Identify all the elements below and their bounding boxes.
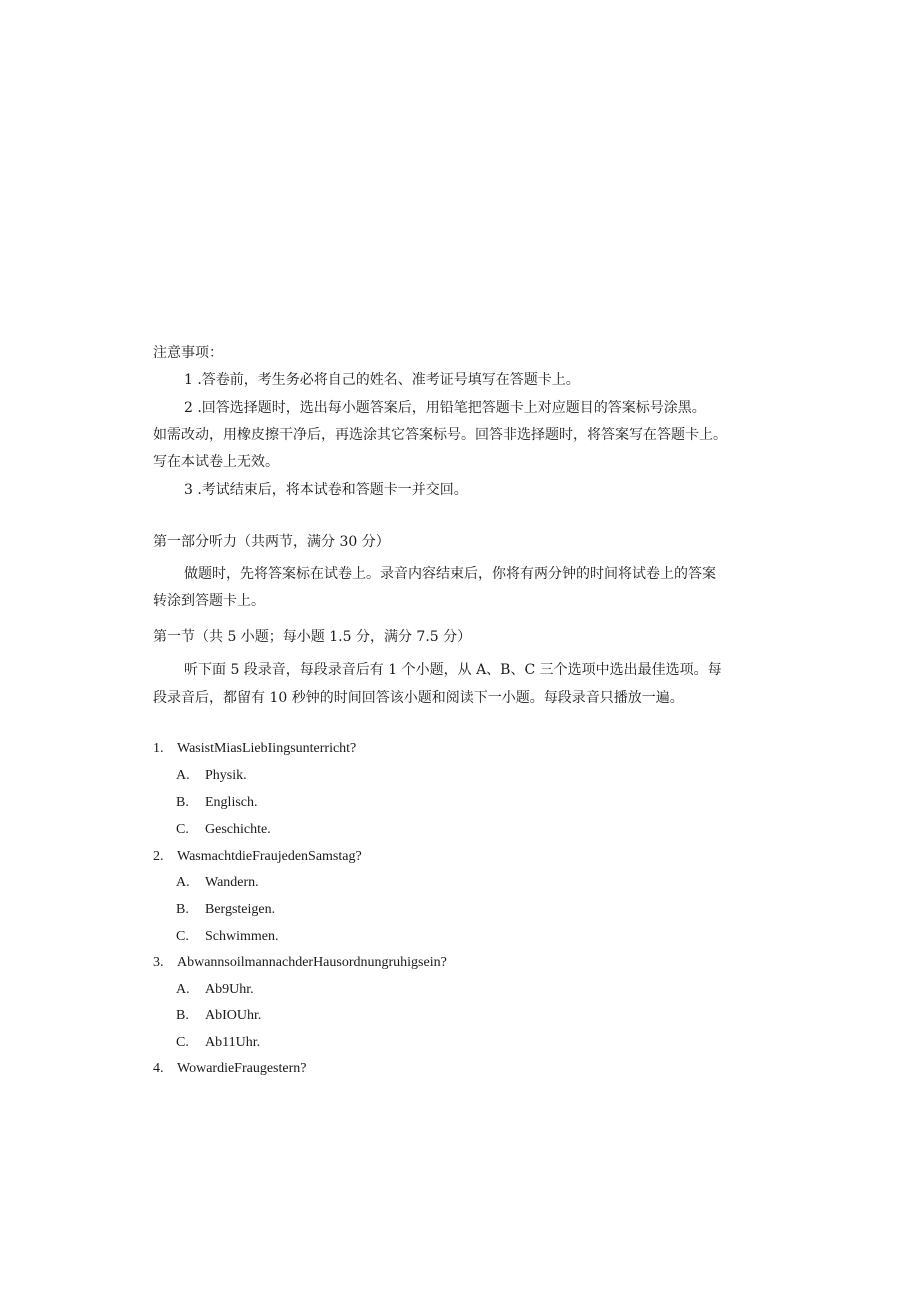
- question-number: 2.: [153, 849, 164, 864]
- section1-intro: 听下面 5 段录音，每段录音后有 1 个小题，从 A、B、C 三个选项中选出最佳选项。每: [184, 662, 722, 678]
- notice-title: 注意事项：: [153, 345, 223, 361]
- question-4: [153, 1059, 307, 1079]
- option-letter: B.: [176, 795, 189, 810]
- part1-intro: 做题时，先将答案标在试卷上。录音内容结束后，你将有两分钟的时间将试卷上的答案: [184, 566, 716, 582]
- question-text: WasistMiasLiebIingsunterricht?: [177, 741, 357, 756]
- section1-intro-cont: 段录音后，都留有 10 秒钟的时间回答该小题和阅读下一小题。每段录音只播放一遍。: [153, 690, 684, 706]
- question-1-option-c: [176, 820, 271, 840]
- question-2-option-c: [176, 927, 279, 947]
- section1-heading: 第一节（共 5 小题；每小题 1.5 分，满分 7.5 分）: [153, 629, 472, 645]
- option-letter: B.: [176, 902, 189, 917]
- question-3-option-b: [176, 1006, 261, 1026]
- notice-item-1: 1 .答卷前，考生务必将自己的姓名、准考证号填写在答题卡上。: [184, 372, 580, 388]
- question-2-option-b: [176, 900, 275, 920]
- option-text: Wandern.: [205, 875, 259, 890]
- option-letter: C.: [176, 929, 189, 944]
- question-number: 3.: [153, 955, 164, 970]
- question-text: WowardieFraugestern?: [177, 1061, 307, 1076]
- option-letter: A.: [176, 875, 190, 890]
- notice-item-2-cont: 如需改动，用橡皮擦干净后，再选涂其它答案标号。回答非选择题时，将答案写在答题卡上。: [153, 427, 727, 443]
- question-text: WasmachtdieFraujedenSamstag?: [177, 849, 362, 864]
- option-letter: A.: [176, 982, 190, 997]
- part1-intro-cont: 转涂到答题卡上。: [153, 593, 265, 609]
- question-text: AbwannsoilmannachderHausordnungruhigsein?: [177, 955, 447, 970]
- option-text: Englisch.: [205, 795, 258, 810]
- option-letter: B.: [176, 1008, 189, 1023]
- question-3-option-c: [176, 1033, 260, 1053]
- option-text: AbIOUhr.: [205, 1008, 262, 1023]
- option-text: Physik.: [205, 768, 247, 783]
- option-letter: C.: [176, 822, 189, 837]
- question-3: [153, 953, 447, 973]
- question-1: [153, 739, 356, 759]
- option-letter: C.: [176, 1035, 189, 1050]
- question-2: [153, 847, 362, 867]
- notice-item-2: 2 .回答选择题时，选出每小题答案后，用铅笔把答题卡上对应题目的答案标号涂黑。: [184, 400, 706, 416]
- option-text: Schwimmen.: [205, 929, 279, 944]
- part1-heading: 第一部分听力（共两节，满分 30 分）: [153, 534, 390, 550]
- option-text: Ab11Uhr.: [205, 1035, 261, 1050]
- question-1-option-a: [176, 766, 247, 786]
- question-number: 1.: [153, 741, 164, 756]
- option-text: Geschichte.: [205, 822, 271, 837]
- option-text: Bergsteigen.: [205, 902, 276, 917]
- notice-item-2-end: 写在本试卷上无效。: [153, 454, 279, 470]
- question-1-option-b: [176, 793, 258, 813]
- question-number: 4.: [153, 1061, 164, 1076]
- question-3-option-a: [176, 980, 254, 1000]
- question-2-option-a: [176, 873, 259, 893]
- option-letter: A.: [176, 768, 190, 783]
- option-text: Ab9Uhr.: [205, 982, 254, 997]
- notice-item-3: 3 .考试结束后，将本试卷和答题卡一并交回。: [184, 482, 468, 498]
